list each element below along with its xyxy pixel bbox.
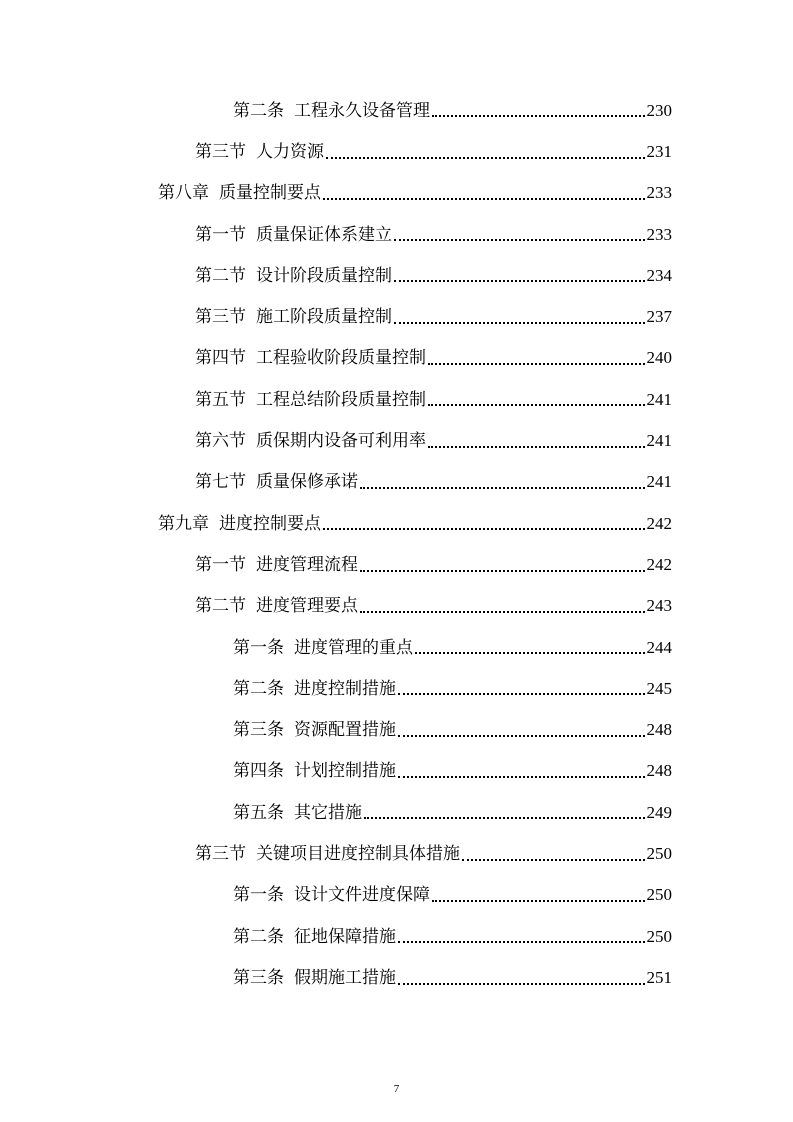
toc-dot-leader: [394, 239, 645, 241]
toc-entry-number: 第五节: [195, 389, 246, 410]
toc-entry-title: 资源配置措施: [294, 720, 396, 741]
toc-entry-number: 第二节: [195, 596, 246, 617]
toc-dot-leader: [462, 859, 645, 861]
toc-entry[interactable]: [0, 503, 793, 544]
toc-entry-number: 第一节: [195, 554, 246, 575]
toc-entry-title: 设计文件进度保障: [294, 885, 430, 906]
toc-entry-page: 242: [646, 513, 672, 533]
toc-dot-leader: [428, 446, 645, 448]
toc-entry-number: 第二条: [233, 678, 284, 699]
toc-dot-leader: [394, 322, 645, 324]
toc-entry[interactable]: [0, 668, 793, 709]
toc-dot-leader: [398, 735, 645, 737]
toc-entry-title: 计划控制措施: [294, 761, 396, 782]
toc-dot-leader: [394, 280, 645, 282]
toc-entry-number: 第一条: [233, 885, 284, 906]
toc-entry[interactable]: [0, 751, 793, 792]
toc-entry[interactable]: [0, 90, 793, 131]
table-of-contents: [0, 90, 793, 999]
toc-entry-page: 248: [646, 761, 672, 781]
toc-entry-page: 230: [646, 100, 672, 120]
toc-entry-title: 质量控制要点: [219, 183, 321, 204]
toc-entry-number: 第七节: [195, 472, 246, 493]
footer-page-number: 7: [393, 1083, 400, 1095]
toc-entry-title: 进度管理流程: [256, 554, 358, 575]
toc-dot-leader: [323, 198, 645, 200]
toc-entry[interactable]: [0, 214, 793, 255]
toc-entry[interactable]: [0, 462, 793, 503]
toc-entry-page: 245: [646, 678, 672, 698]
toc-entry-title: 质保期内设备可利用率: [256, 431, 426, 452]
toc-entry-number: 第二节: [195, 265, 246, 286]
toc-entry[interactable]: [0, 792, 793, 833]
toc-entry-number: 第四节: [195, 348, 246, 369]
toc-entry-number: 第三节: [195, 843, 246, 864]
toc-entry-number: 第四条: [233, 761, 284, 782]
toc-dot-leader: [360, 570, 645, 572]
toc-dot-leader: [432, 115, 645, 117]
toc-entry[interactable]: [0, 173, 793, 214]
toc-entry-page: 249: [646, 802, 672, 822]
toc-dot-leader: [360, 487, 645, 489]
toc-entry[interactable]: [0, 338, 793, 379]
toc-entry-number: 第三节: [195, 307, 246, 328]
toc-entry-title: 进度管理的重点: [294, 637, 413, 658]
toc-dot-leader: [398, 776, 645, 778]
toc-dot-leader: [428, 404, 645, 406]
toc-entry-title: 质量保修承诺: [256, 472, 358, 493]
toc-entry-page: 233: [646, 183, 672, 203]
toc-entry-number: 第二条: [233, 926, 284, 947]
toc-entry-number: 第三条: [233, 967, 284, 988]
toc-entry-title: 关键项目进度控制具体措施: [256, 843, 460, 864]
toc-entry-page: 234: [646, 265, 672, 285]
toc-entry-title: 进度控制措施: [294, 678, 396, 699]
toc-entry-page: 241: [646, 389, 672, 409]
toc-entry-page: 231: [646, 141, 672, 161]
toc-entry-title: 设计阶段质量控制: [256, 265, 392, 286]
toc-entry[interactable]: [0, 420, 793, 461]
toc-entry-title: 人力资源: [256, 141, 324, 162]
toc-entry-page: 250: [646, 885, 672, 905]
toc-entry-number: 第六节: [195, 431, 246, 452]
toc-entry-page: 250: [646, 843, 672, 863]
toc-entry[interactable]: [0, 131, 793, 172]
toc-entry[interactable]: [0, 544, 793, 585]
toc-entry-title: 进度控制要点: [219, 513, 321, 534]
toc-dot-leader: [364, 817, 645, 819]
toc-entry[interactable]: [0, 957, 793, 998]
toc-entry[interactable]: [0, 255, 793, 296]
toc-entry[interactable]: [0, 379, 793, 420]
toc-entry-page: 241: [646, 431, 672, 451]
toc-entry[interactable]: [0, 296, 793, 337]
toc-entry-title: 工程永久设备管理: [294, 100, 430, 121]
toc-entry-number: 第二条: [233, 100, 284, 121]
toc-entry-page: 250: [646, 926, 672, 946]
toc-entry-number: 第一条: [233, 637, 284, 658]
toc-dot-leader: [432, 900, 645, 902]
toc-entry-title: 工程验收阶段质量控制: [256, 348, 426, 369]
toc-dot-leader: [428, 363, 645, 365]
toc-entry-page: 251: [646, 967, 672, 987]
toc-entry-page: 242: [646, 554, 672, 574]
toc-dot-leader: [360, 611, 645, 613]
toc-dot-leader: [398, 941, 645, 943]
toc-entry-page: 237: [646, 307, 672, 327]
toc-entry-title: 工程总结阶段质量控制: [256, 389, 426, 410]
toc-entry[interactable]: [0, 833, 793, 874]
toc-entry[interactable]: [0, 916, 793, 957]
toc-entry[interactable]: [0, 875, 793, 916]
toc-dot-leader: [323, 528, 645, 530]
toc-entry-number: 第一节: [195, 224, 246, 245]
toc-entry-number: 第三节: [195, 141, 246, 162]
toc-entry-page: 248: [646, 720, 672, 740]
toc-entry[interactable]: [0, 586, 793, 627]
toc-entry-page: 243: [646, 596, 672, 616]
toc-entry-page: 241: [646, 472, 672, 492]
toc-dot-leader: [398, 693, 645, 695]
toc-entry-title: 其它措施: [294, 802, 362, 823]
toc-dot-leader: [415, 652, 645, 654]
toc-entry-page: 233: [646, 224, 672, 244]
toc-entry[interactable]: [0, 709, 793, 750]
toc-entry-number: 第八章: [158, 183, 209, 204]
toc-entry-number: 第三条: [233, 720, 284, 741]
toc-entry-page: 240: [646, 348, 672, 368]
toc-entry-page: 244: [646, 637, 672, 657]
toc-entry-number: 第五条: [233, 802, 284, 823]
toc-entry-number: 第九章: [158, 513, 209, 534]
toc-entry-title: 质量保证体系建立: [256, 224, 392, 245]
toc-entry-title: 征地保障措施: [294, 926, 396, 947]
toc-dot-leader: [398, 983, 645, 985]
toc-entry-title: 假期施工措施: [294, 967, 396, 988]
toc-dot-leader: [326, 157, 645, 159]
toc-entry[interactable]: [0, 627, 793, 668]
toc-entry-title: 施工阶段质量控制: [256, 307, 392, 328]
toc-entry-title: 进度管理要点: [256, 596, 358, 617]
